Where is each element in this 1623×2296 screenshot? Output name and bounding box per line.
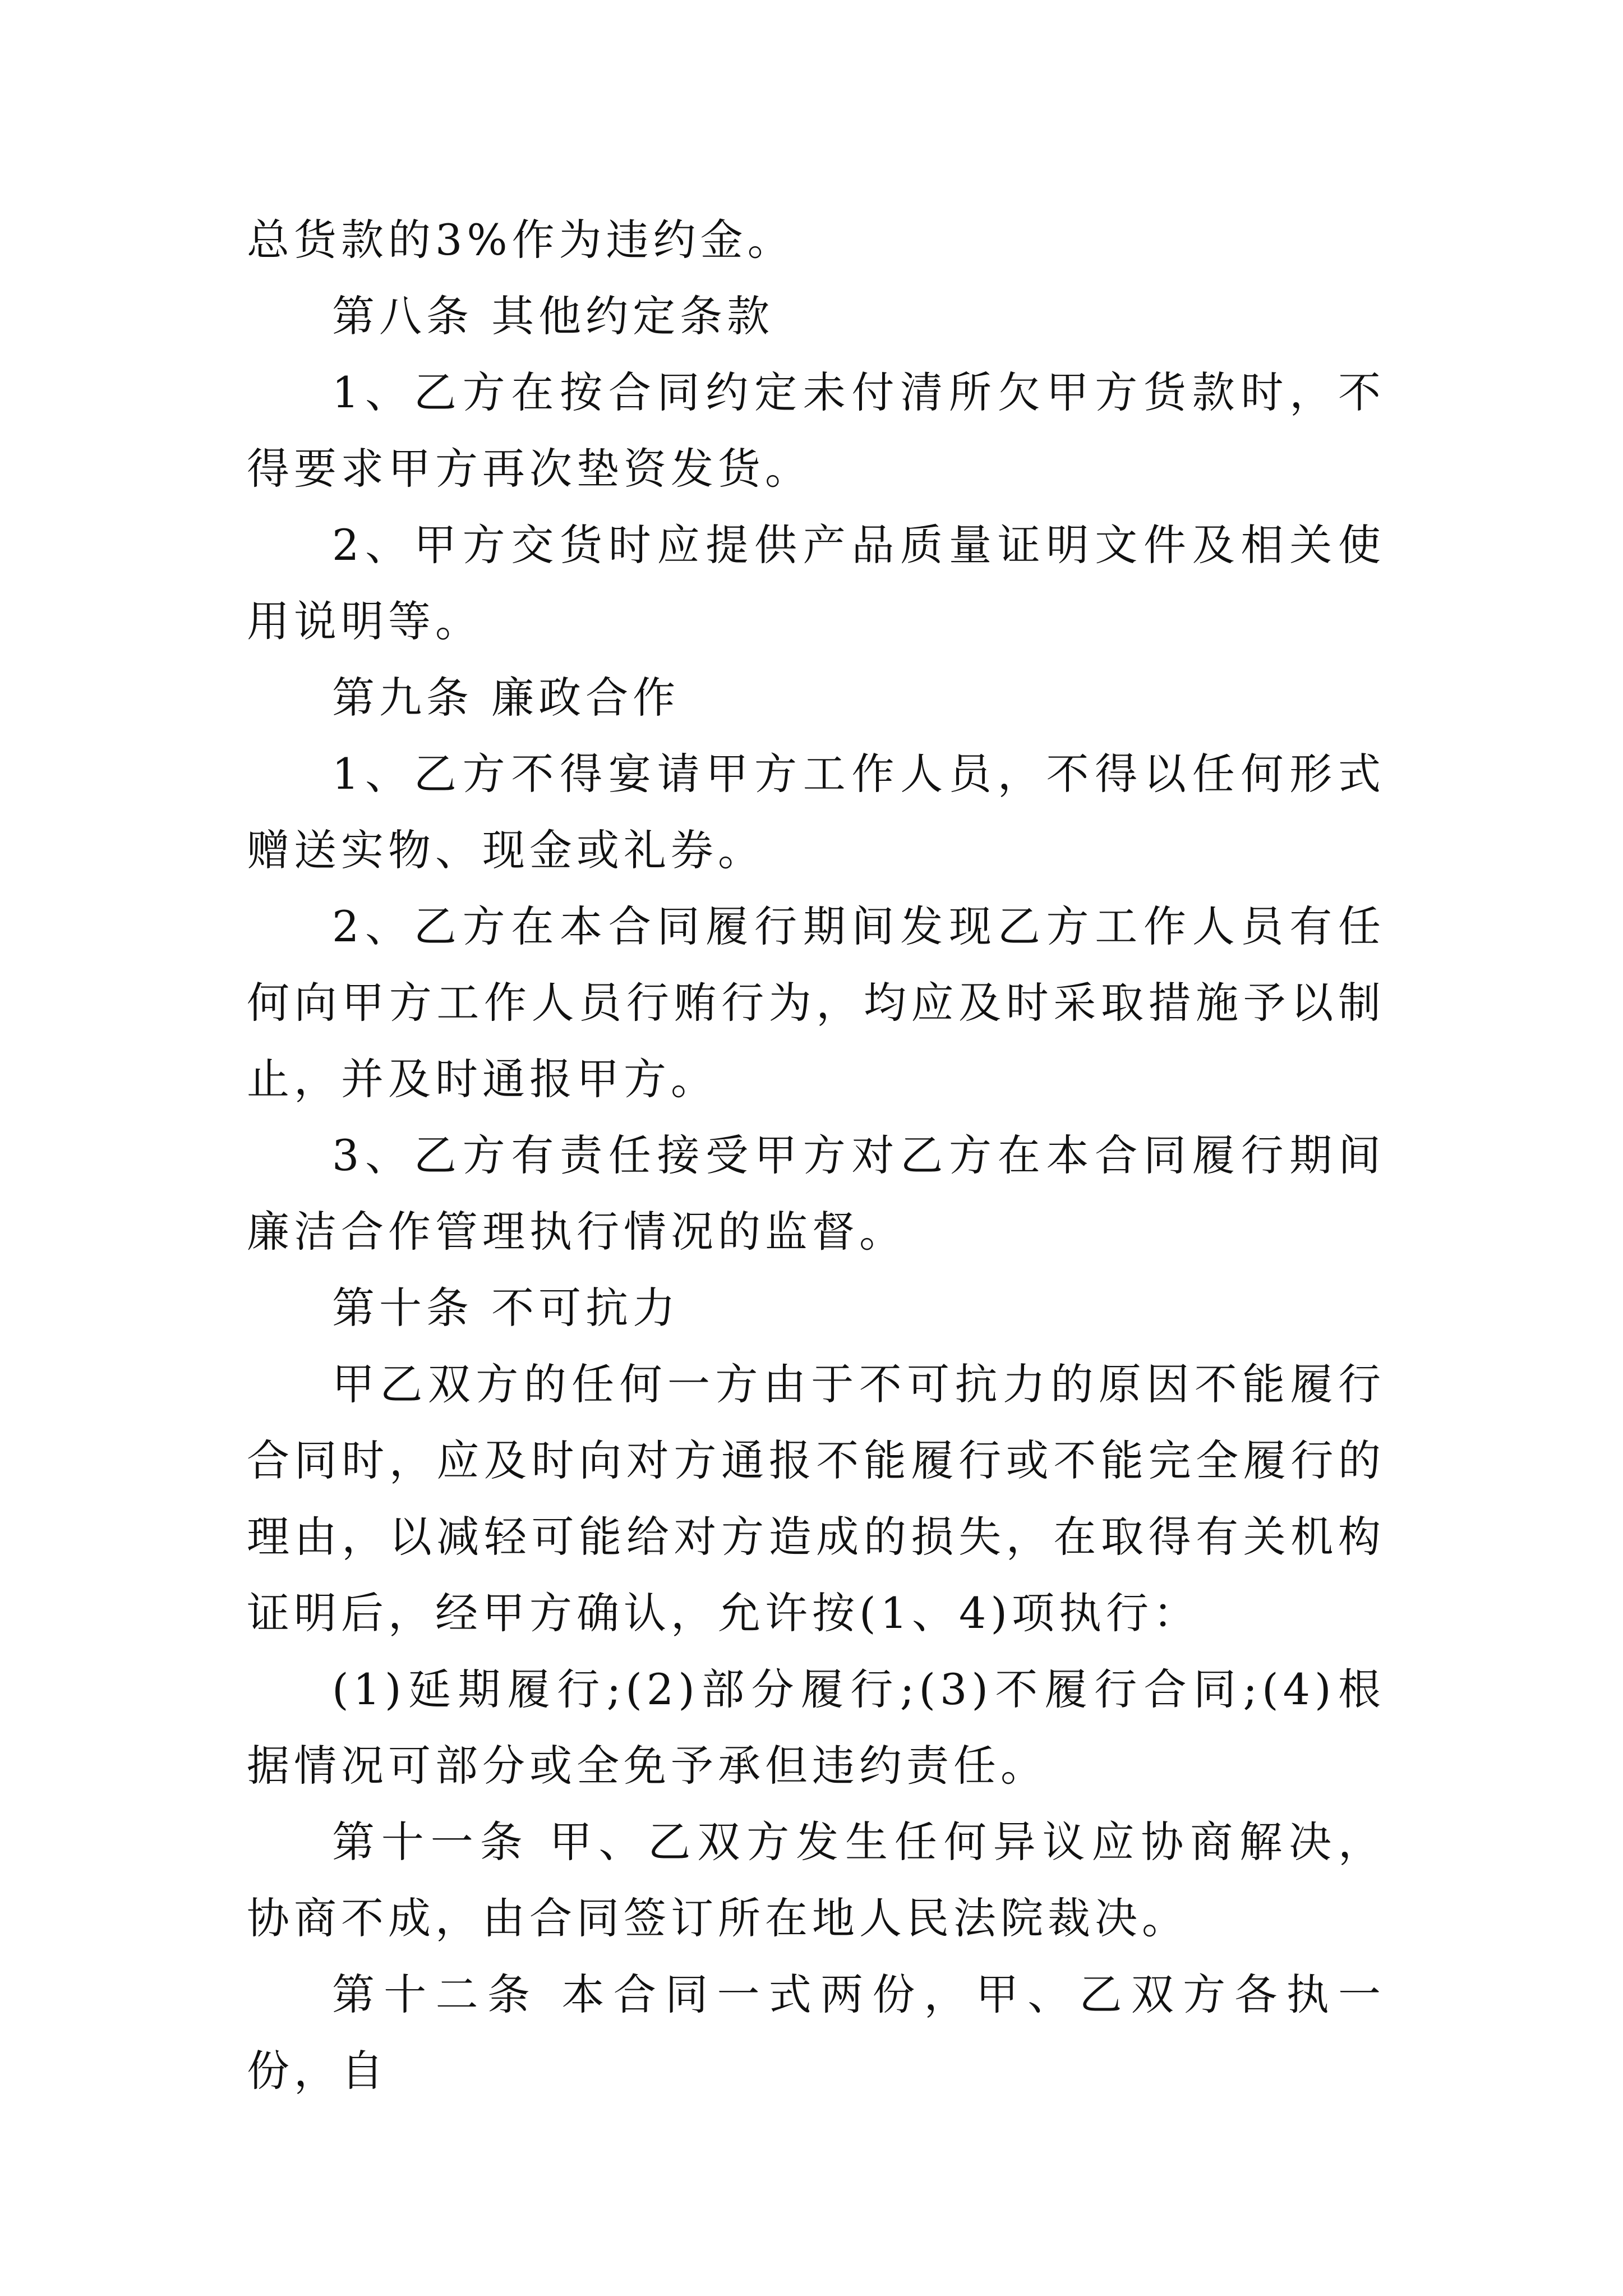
article-10-heading: 第十条 不可抗力 [332,1283,680,1333]
article-9-clause-1: 1、乙方不得宴请甲方工作人员，不得以任何形式赠送实物、现金或礼券。 [247,749,1385,875]
article-9-clause-3: 3、乙方有责任接受甲方对乙方在本合同履行期间廉洁合作管理执行情况的监督。 [247,1130,1385,1257]
article-8-heading: 第八条 其他约定条款 [332,291,774,341]
article-10-options: (1)延期履行;(2)部分履行;(3)不履行合同;(4)根据情况可部分或全免予承但违约责任。 [247,1664,1385,1791]
document-body [247,202,1385,2109]
article-11: 第十一条 甲、乙双方发生任何异议应协商解决，协商不成，由合同签订所在地人民法院裁决。 [247,1817,1385,1943]
article-8-clause-2: 2、甲方交货时应提供产品质量证明文件及相关使用说明等。 [247,520,1385,646]
paragraph-penalty-continuation: 总货款的3%作为违约金。 [247,215,795,265]
article-9-clause-2: 2、乙方在本合同履行期间发现乙方工作人员有任何向甲方工作人员行贿行为，均应及时采取措施予以制止，并及时通报甲方。 [247,901,1385,1104]
article-12: 第十二条 本合同一式两份，甲、乙双方各执一份，自 [247,1970,1385,2096]
article-8-clause-1: 1、乙方在按合同约定未付清所欠甲方货款时，不得要求甲方再次垫资发货。 [247,367,1385,494]
article-10-body: 甲乙双方的任何一方由于不可抗力的原因不能履行合同时，应及时向对方通报不能履行或不能完全履行的理由，以减轻可能给对方造成的损失，在取得有关机构证明后，经甲方确认，允许按(1、4)项执行： [247,1359,1385,1638]
article-9-heading: 第九条 廉政合作 [332,673,680,723]
